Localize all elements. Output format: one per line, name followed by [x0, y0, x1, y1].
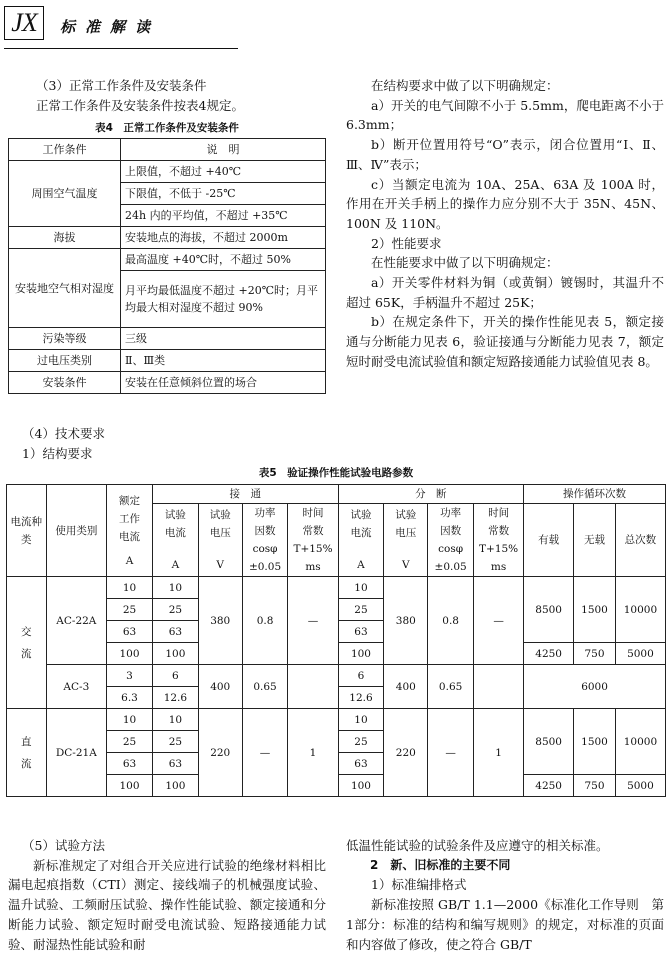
- table5-cell: 10000: [615, 577, 665, 643]
- table5-subheader: 功率 因数 cosφ ±0.05: [242, 504, 288, 577]
- table5-cell: 25: [152, 731, 198, 753]
- table5-cell: 10: [152, 577, 198, 599]
- table5-cell: AC-3: [46, 665, 106, 709]
- table5-cell: 63: [107, 621, 153, 643]
- table4-title: 表4 正常工作条件及安装条件: [95, 122, 239, 134]
- right-column-bottom: [346, 836, 664, 954]
- table5-subheader: 时间 常数 T+15% ms: [288, 504, 338, 577]
- paragraph: 在性能要求中做了以下明确规定：: [371, 255, 559, 271]
- table5-cell: 220: [384, 709, 428, 797]
- paragraph: 低温性能试验的试验条件及应遵守的相关标准。: [346, 838, 609, 853]
- table5-cell: —: [288, 577, 338, 665]
- paragraph: c）当额定电流为 10A、25A、63A 及 100A 时，作用在开关手柄上的操作力应分别不大于 35N、45N、100N 及 110N。: [346, 176, 664, 231]
- right-column-top: [346, 76, 664, 372]
- paragraph: a）开关零件材料为铜（或黄铜）镀锡时，其温升不超过 65K，手柄温升不超过 25K；: [346, 275, 664, 310]
- table5-subheader: 总次数: [615, 504, 665, 577]
- table5-cell: 100: [152, 775, 198, 797]
- table5-cell: 100: [107, 643, 153, 665]
- table5-cell: 25: [338, 599, 384, 621]
- table5-cell: 380: [384, 577, 428, 665]
- table5-subheader: 有载: [524, 504, 574, 577]
- section-heading: 2 新、旧标准的主要不同: [370, 857, 511, 872]
- table4-cell: 最高温度 +40℃时，不超过 50%: [121, 249, 326, 271]
- paragraph: 新标准按照 GB/T 1.1—2000《标准化工作导则 第1部分：标准的结构和编写规则》的规定，对标准的页面和内容做了修改，使之符合 GB/T: [346, 897, 664, 952]
- sec5-heading: （5）试验方法: [22, 838, 105, 853]
- table4-cell: 月平均最低温度不超过 +20℃时；月平均最大相对湿度不超过 90%: [121, 271, 326, 328]
- table5-cell: 6000: [524, 665, 666, 709]
- table5-cell: 380: [198, 577, 242, 665]
- table5-cell: 25: [107, 599, 153, 621]
- sec4-heading: （4）技术要求: [22, 426, 105, 441]
- table5-header: 使用类别: [46, 485, 106, 577]
- table4-cell: 上限值，不超过 +40℃: [121, 161, 326, 183]
- table5-cell: 0.65: [428, 665, 474, 709]
- table4-cell: 下限值，不低于 -25℃: [121, 183, 326, 205]
- table5-cell: 1: [474, 709, 524, 797]
- table5-header: 操作循环次数: [524, 485, 666, 504]
- table5-subheader: 试验 电压 V: [198, 504, 242, 577]
- table5-cell: 交流: [7, 577, 47, 709]
- table5-cell: 10: [338, 709, 384, 731]
- table5-cell: 10: [107, 577, 153, 599]
- table5-cell: 25: [107, 731, 153, 753]
- table5-cell: 1: [288, 709, 338, 797]
- table5-cell: 63: [338, 753, 384, 775]
- table4-cell: 安装地空气相对湿度: [9, 249, 121, 328]
- sec4-structure: 1）结构要求: [22, 445, 93, 461]
- table5-subheader: 试验 电流 A: [338, 504, 384, 577]
- left-column-bottom: [8, 836, 326, 954]
- table5-cell: 400: [198, 665, 242, 709]
- table5-cell: 1500: [574, 709, 616, 775]
- table5-cell: 10000: [615, 709, 665, 775]
- table5-cell: 12.6: [338, 687, 384, 709]
- table5-subheader: 功率 因数 cosφ ±0.05: [428, 504, 474, 577]
- table5-title: 表5 验证操作性能试验电路参数: [258, 467, 414, 479]
- table5-subheader: 试验 电压 V: [384, 504, 428, 577]
- table5-cell: 63: [107, 753, 153, 775]
- table5-cell: 750: [574, 643, 616, 665]
- table4-cell: 安装在任意倾斜位置的场合: [121, 372, 326, 394]
- table5-cell: 8500: [524, 577, 574, 643]
- table5: [6, 484, 666, 797]
- journal-logo: JX: [4, 6, 44, 40]
- table5-cell: 100: [152, 643, 198, 665]
- table5-cell: 63: [152, 753, 198, 775]
- table5-header: 接 通: [152, 485, 338, 504]
- paragraph: 在结构要求中做了以下明确规定：: [371, 78, 559, 93]
- table5-header: 额定 工作 电流 A: [107, 485, 153, 577]
- table5-cell: 5000: [615, 643, 665, 665]
- table5-cell: —: [428, 709, 474, 797]
- sec3-heading: （3）正常工作条件及安装条件: [36, 78, 207, 93]
- paragraph: 1）标准编排格式: [371, 877, 467, 893]
- table5-cell: 10: [338, 577, 384, 599]
- table5-subheader: 时间 常数 T+15% ms: [474, 504, 524, 577]
- table4-cell: 三级: [121, 328, 326, 350]
- table5-cell: 0.65: [242, 665, 288, 709]
- left-column-mid: [22, 424, 322, 463]
- table5-header: 分 断: [338, 485, 524, 504]
- table5-cell: 直流: [7, 709, 47, 797]
- table5-cell: 8500: [524, 709, 574, 775]
- header-rule: [4, 48, 238, 49]
- table4-cell: 周围空气温度: [9, 161, 121, 227]
- paragraph: b）在规定条件下，开关的操作性能见表 5，额定接通与分断能力见表 6，验证接通与分断能力见表 7，额定短时耐受电流试验值和额定短路接通能力试验值见表 8。: [346, 314, 664, 369]
- table5-header: 电流种类: [7, 485, 47, 577]
- section-title: 标准解读: [60, 18, 161, 36]
- table5-cell: 6.3: [107, 687, 153, 709]
- table5-cell: 63: [152, 621, 198, 643]
- table4-header-desc: 说 明: [121, 139, 326, 161]
- table5-cell: 1500: [574, 577, 616, 643]
- table5-cell: 220: [198, 709, 242, 797]
- table4-cell: 污染等级: [9, 328, 121, 350]
- table4-cell: 过电压类别: [9, 350, 121, 372]
- paragraph: 新标准规定了对组合开关应进行试验的绝缘材料相比漏电起痕指数（CTI）测定、接线端子的机械强度试验、温升试验、工频耐压试验、操作性能试验、额定接通和分断能力试验、额定短时耐受电流试验、短路接通能力试验、耐湿热性能试验和耐: [8, 857, 326, 952]
- table5-subheader: 试验 电流 A: [152, 504, 198, 577]
- table5-cell: 25: [338, 731, 384, 753]
- table5-subheader: 无载: [574, 504, 616, 577]
- table5-cell: 63: [338, 621, 384, 643]
- sec3-text: 正常工作条件及安装条件按表4规定。: [36, 97, 244, 113]
- table5-cell: 6: [152, 665, 198, 687]
- table5-cell: 4250: [524, 775, 574, 797]
- table5-cell: 0.8: [242, 577, 288, 665]
- table5-cell: 3: [107, 665, 153, 687]
- table5-cell: 10: [152, 709, 198, 731]
- table4-cell: 24h 内的平均值，不超过 +35℃: [121, 205, 326, 227]
- table4-cell: Ⅱ、Ⅲ类: [121, 350, 326, 372]
- table5-cell: 100: [107, 775, 153, 797]
- table5-cell: 100: [338, 643, 384, 665]
- table5-cell: DC-21A: [46, 709, 106, 797]
- table5-cell: 750: [574, 775, 616, 797]
- left-column-top: [36, 76, 326, 115]
- table5-cell: 6: [338, 665, 384, 687]
- table5-cell: [474, 665, 524, 709]
- table4-cell: 安装条件: [9, 372, 121, 394]
- paragraph: 2）性能要求: [371, 235, 442, 251]
- table5-cell: 0.8: [428, 577, 474, 665]
- table5-cell: 100: [338, 775, 384, 797]
- table4-cell: 安装地点的海拔，不超过 2000m: [121, 227, 326, 249]
- table5-cell: 12.6: [152, 687, 198, 709]
- table5-cell: 400: [384, 665, 428, 709]
- table5-cell: —: [474, 577, 524, 665]
- table5-cell: [288, 665, 338, 709]
- table5-cell: 4250: [524, 643, 574, 665]
- paragraph: b）断开位置用符号“O”表示，闭合位置用“Ⅰ、Ⅱ、Ⅲ、Ⅳ”表示；: [346, 137, 664, 172]
- table4: [8, 138, 326, 394]
- table5-cell: —: [242, 709, 288, 797]
- table5-cell: 10: [107, 709, 153, 731]
- table4-cell: 海拔: [9, 227, 121, 249]
- table4-header-condition: 工作条件: [9, 139, 121, 161]
- table5-cell: AC-22A: [46, 577, 106, 665]
- table5-cell: 25: [152, 599, 198, 621]
- paragraph: a）开关的电气间隙不小于 5.5mm，爬电距离不小于 6.3mm；: [346, 97, 664, 133]
- table5-cell: 5000: [615, 775, 665, 797]
